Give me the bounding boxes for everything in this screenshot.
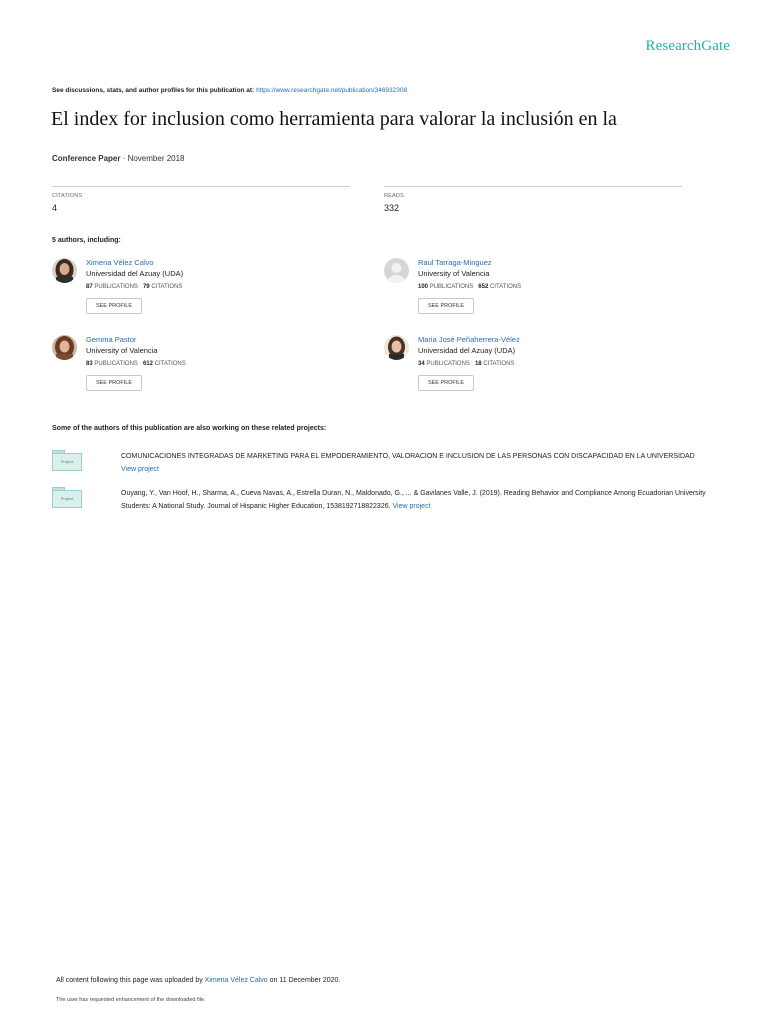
reads-label: READS <box>384 193 404 199</box>
reads-value: 332 <box>384 203 400 213</box>
author-counts <box>418 361 514 367</box>
author-institution: Universidad del Azuay (UDA) <box>418 346 516 355</box>
author-name-link[interactable]: Maria José Peñaherrera-Vélez <box>418 335 520 344</box>
default-avatar-icon <box>384 258 409 283</box>
publication-meta <box>52 154 185 163</box>
citations-label: CITATIONS <box>489 284 522 290</box>
uploader-link[interactable]: Ximena Vélez Calvo <box>204 977 268 984</box>
publications-label: PUBLICATIONS <box>429 284 474 290</box>
see-profile-button[interactable]: SEE PROFILE <box>418 298 474 314</box>
author-name-link[interactable]: Ximena Vélez Calvo <box>86 258 154 267</box>
publication-title: El index for inclusion como herramienta para valorar la inclusión en la <box>51 108 617 130</box>
avatar[interactable] <box>384 258 409 283</box>
citations-label: CITATIONS <box>151 284 183 290</box>
author-counts <box>418 284 521 290</box>
project-description <box>121 450 721 476</box>
project-item-1 <box>52 450 742 478</box>
citations-divider <box>52 186 350 187</box>
citation-count: 612 <box>142 361 153 367</box>
publication-count: 34 <box>418 361 425 367</box>
avatar[interactable] <box>52 258 77 283</box>
authors-heading: 5 authors, including: <box>52 237 121 244</box>
publication-count: 100 <box>418 284 429 290</box>
citations-stat <box>52 186 350 213</box>
related-projects-heading: Some of the authors of this publication are also working on these related projects: <box>52 425 327 432</box>
publication-count: 87 <box>86 284 93 290</box>
citations-label: CITATIONS <box>483 361 515 367</box>
project-text: Ouyang, Y., Van Hoof, H., Sharma, A., Cueva Navas, A., Estrella Duran, N., Maldonado, G., ... & Gavilanes Valle, J. (2019). Reading Behavior and Compliance Among Ecuadorian University Students: A National Study. Journal of Hispanic Higher Education, 1538192718822326. <box>121 490 706 510</box>
publication-type: Conference Paper <box>52 154 121 163</box>
upload-notice <box>56 977 340 984</box>
publications-label: PUBLICATIONS <box>94 284 138 290</box>
citations-label: CITATIONS <box>52 193 83 199</box>
publication-date: November 2018 <box>127 154 185 163</box>
author-card-1 <box>52 258 342 324</box>
project-folder-icon <box>52 487 82 509</box>
citations-label: CITATIONS <box>154 361 186 367</box>
project-item-2 <box>52 487 742 515</box>
enhancement-note: The user has requested enhancement of the downloaded file. <box>56 997 206 1003</box>
author-institution: Universidad del Azuay (UDA) <box>86 269 184 278</box>
project-description <box>121 487 721 513</box>
reads-stat <box>384 186 682 213</box>
avatar[interactable] <box>52 335 77 360</box>
upload-suffix: on 11 December 2020. <box>269 977 341 984</box>
reads-divider <box>384 186 682 187</box>
avatar[interactable] <box>384 335 409 360</box>
meta-separator: · <box>120 154 128 163</box>
author-institution: University of Valencia <box>86 346 158 355</box>
citation-count: 652 <box>478 284 489 290</box>
author-card-4 <box>384 335 674 401</box>
author-name-link[interactable]: Gemma Pastor <box>86 335 137 344</box>
author-card-2 <box>384 258 674 324</box>
researchgate-logo[interactable]: ResearchGate <box>645 38 730 54</box>
project-icon-label: Project <box>52 490 82 508</box>
see-profile-button[interactable]: SEE PROFILE <box>86 375 142 391</box>
author-counts <box>86 284 182 290</box>
publications-label: PUBLICATIONS <box>94 361 138 367</box>
citations-value: 4 <box>52 203 58 213</box>
author-name-link[interactable]: Raul Tarraga-Minguez <box>418 258 492 267</box>
citation-count: 79 <box>142 284 150 290</box>
publications-label: PUBLICATIONS <box>426 361 470 367</box>
project-text: COMUNICACIONES INTEGRADAS DE MARKETING PARA EL EMPODERAMIENTO, VALORACION E INCLUSION DE LAS PERSONAS CON DISCAPACIDAD EN LA UNIVERSIDAD <box>121 453 695 460</box>
see-profile-button[interactable]: SEE PROFILE <box>86 298 142 314</box>
view-project-link[interactable]: View project <box>121 466 160 473</box>
project-icon-label: Project <box>52 453 82 471</box>
see-profile-button[interactable]: SEE PROFILE <box>418 375 474 391</box>
author-photo-icon <box>52 258 77 283</box>
author-counts <box>86 361 186 367</box>
upload-prefix: All content following this page was uploaded by <box>56 977 203 984</box>
profiles-notice <box>52 87 407 94</box>
view-project-link[interactable]: View project <box>392 503 431 510</box>
author-card-3 <box>52 335 342 401</box>
project-folder-icon <box>52 450 82 472</box>
profiles-notice-text: See discussions, stats, and author profiles for this publication at: <box>52 87 255 94</box>
author-institution: University of Valencia <box>418 269 490 278</box>
citation-count: 18 <box>474 361 482 367</box>
publication-count: 83 <box>86 361 93 367</box>
publication-url-link[interactable]: https://www.researchgate.net/publication/346932308 <box>256 87 408 94</box>
author-photo-icon <box>52 335 77 360</box>
author-photo-icon <box>384 335 409 360</box>
